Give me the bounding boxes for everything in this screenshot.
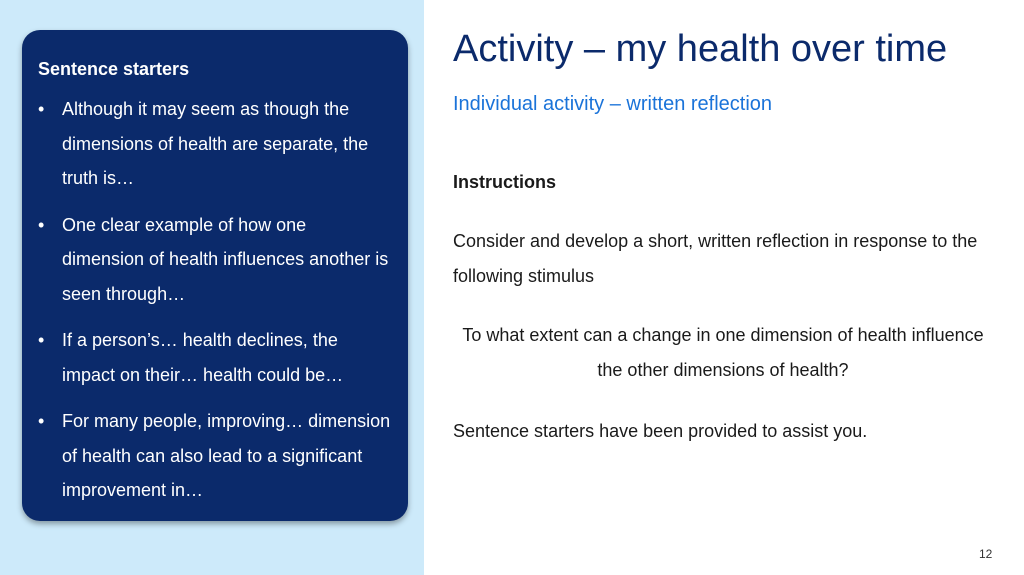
page-number: 12 [979,547,993,561]
bullet-icon: • [38,99,45,119]
sentence-starter-text: One clear example of how one dimension of health influences another is seen through… [62,214,389,304]
left-panel [0,0,424,575]
instructions-text: Consider and develop a short, written reflection in response to the following stimulus [453,231,978,286]
bullet-icon: • [38,214,45,235]
sentence-starters-heading: Sentence starters [38,59,190,79]
sentence-starter-text: For many people, improving… dimension of health can also lead to a significant improvement in… [62,411,391,500]
sentence-starter-text: If a person’s… health declines, the impact on their… health could be… [62,330,344,385]
list-item [38,92,392,196]
stimulus-question: To what extent can a change in one dimension of health influence the other dimensions of health? [462,325,984,380]
page-title: Activity – my health over time [453,28,948,70]
list-item [38,208,392,312]
sentence-starters-list [38,92,392,508]
bullet-icon: • [38,330,45,350]
sentence-starter-text: Although it may seem as though the dimensions of health are separate, the truth is… [62,99,369,188]
list-item [38,323,392,392]
sentence-starters-card [22,30,408,521]
list-item [38,404,392,508]
instructions-heading: Instructions [453,172,557,192]
assist-note: Sentence starters have been provided to assist you. [453,421,868,441]
bullet-icon: • [38,411,45,431]
page-subtitle: Individual activity – written reflection [453,93,773,115]
